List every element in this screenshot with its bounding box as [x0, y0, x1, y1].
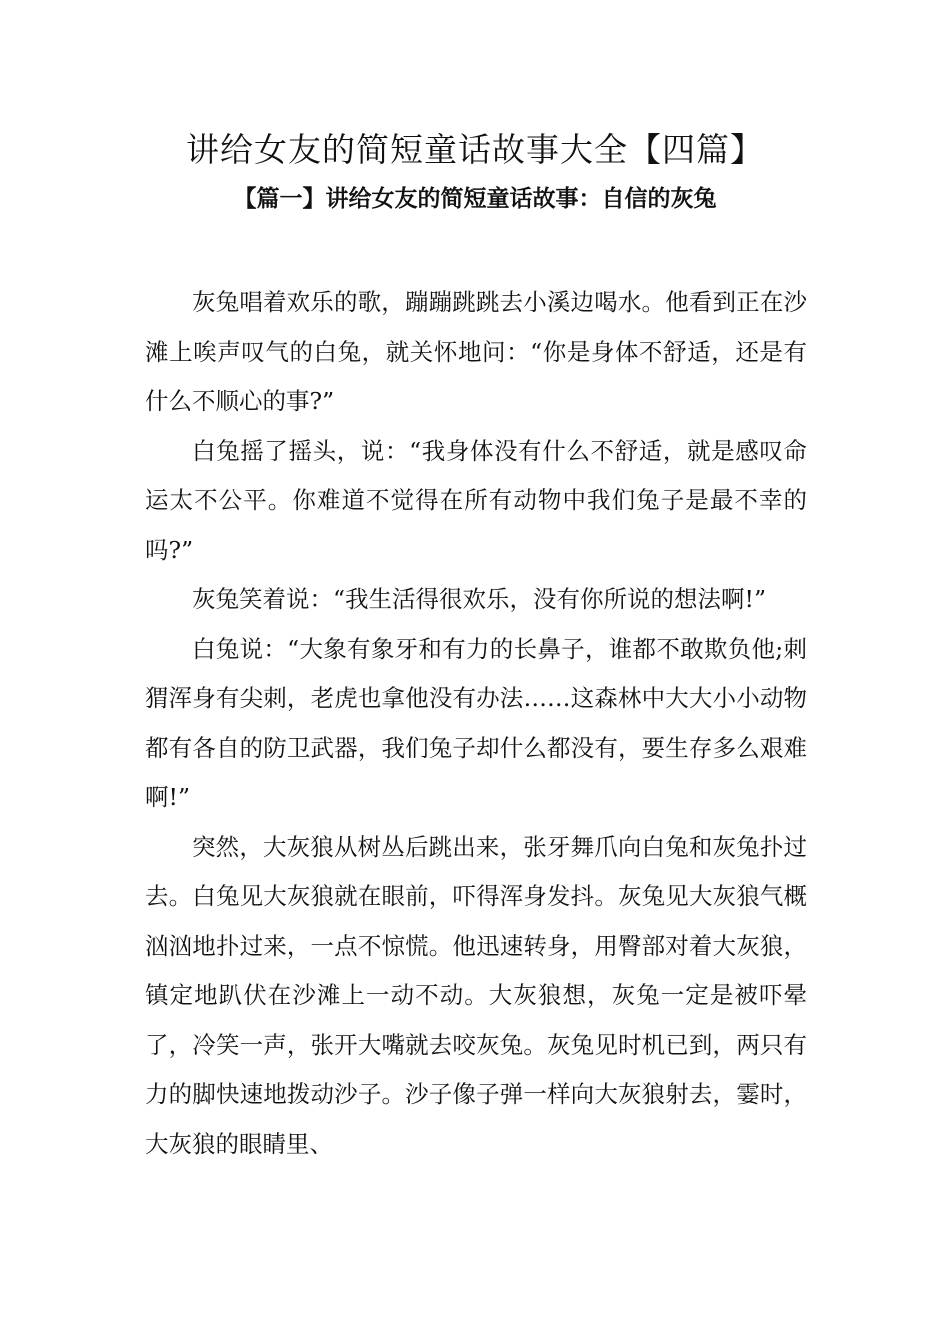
paragraph: 白兔说：“大象有象牙和有力的长鼻子，谁都不敢欺负他;刺猬浑身有尖刺，老虎也拿他没有办法……这森林中大大小小动物都有各自的防卫武器，我们兔子却什么都没有，要生存多么艰难啊!” [145, 634, 807, 811]
story-body [145, 278, 807, 1169]
document-title: 讲给女友的简短童话故事大全【四篇】 [186, 130, 764, 169]
paragraph: 突然，大灰狼从树丛后跳出来，张牙舞爪向白兔和灰兔扑过去。白兔见大灰狼就在眼前，吓得浑身发抖。灰兔见大灰狼气概汹汹地扑过来，一点不惊慌。他迅速转身，用臀部对着大灰狼，镇定地趴伏在沙滩上一动不动。大灰狼想，灰兔一定是被吓晕了，冷笑一声，张开大嘴就去咬灰兔。灰兔见时机已到，两只有力的脚快速地拨动沙子。沙子像子弹一样向大灰狼射去，霎时，大灰狼的眼睛里、 [145, 832, 807, 1158]
paragraph: 白兔摇了摇头，说：“我身体没有什么不舒适，就是感叹命运太不公平。你难道不觉得在所有动物中我们兔子是最不幸的吗?” [145, 436, 807, 564]
paragraph: 灰兔笑着说：“我生活得很欢乐，没有你所说的想法啊!” [192, 585, 766, 613]
section-heading: 【篇一】讲给女友的简短童话故事：自信的灰兔 [233, 185, 717, 212]
paragraph: 灰兔唱着欢乐的歌，蹦蹦跳跳去小溪边喝水。他看到正在沙滩上唉声叹气的白兔，就关怀地问：“你是身体不舒适，还是有什么不顺心的事?” [145, 288, 807, 415]
